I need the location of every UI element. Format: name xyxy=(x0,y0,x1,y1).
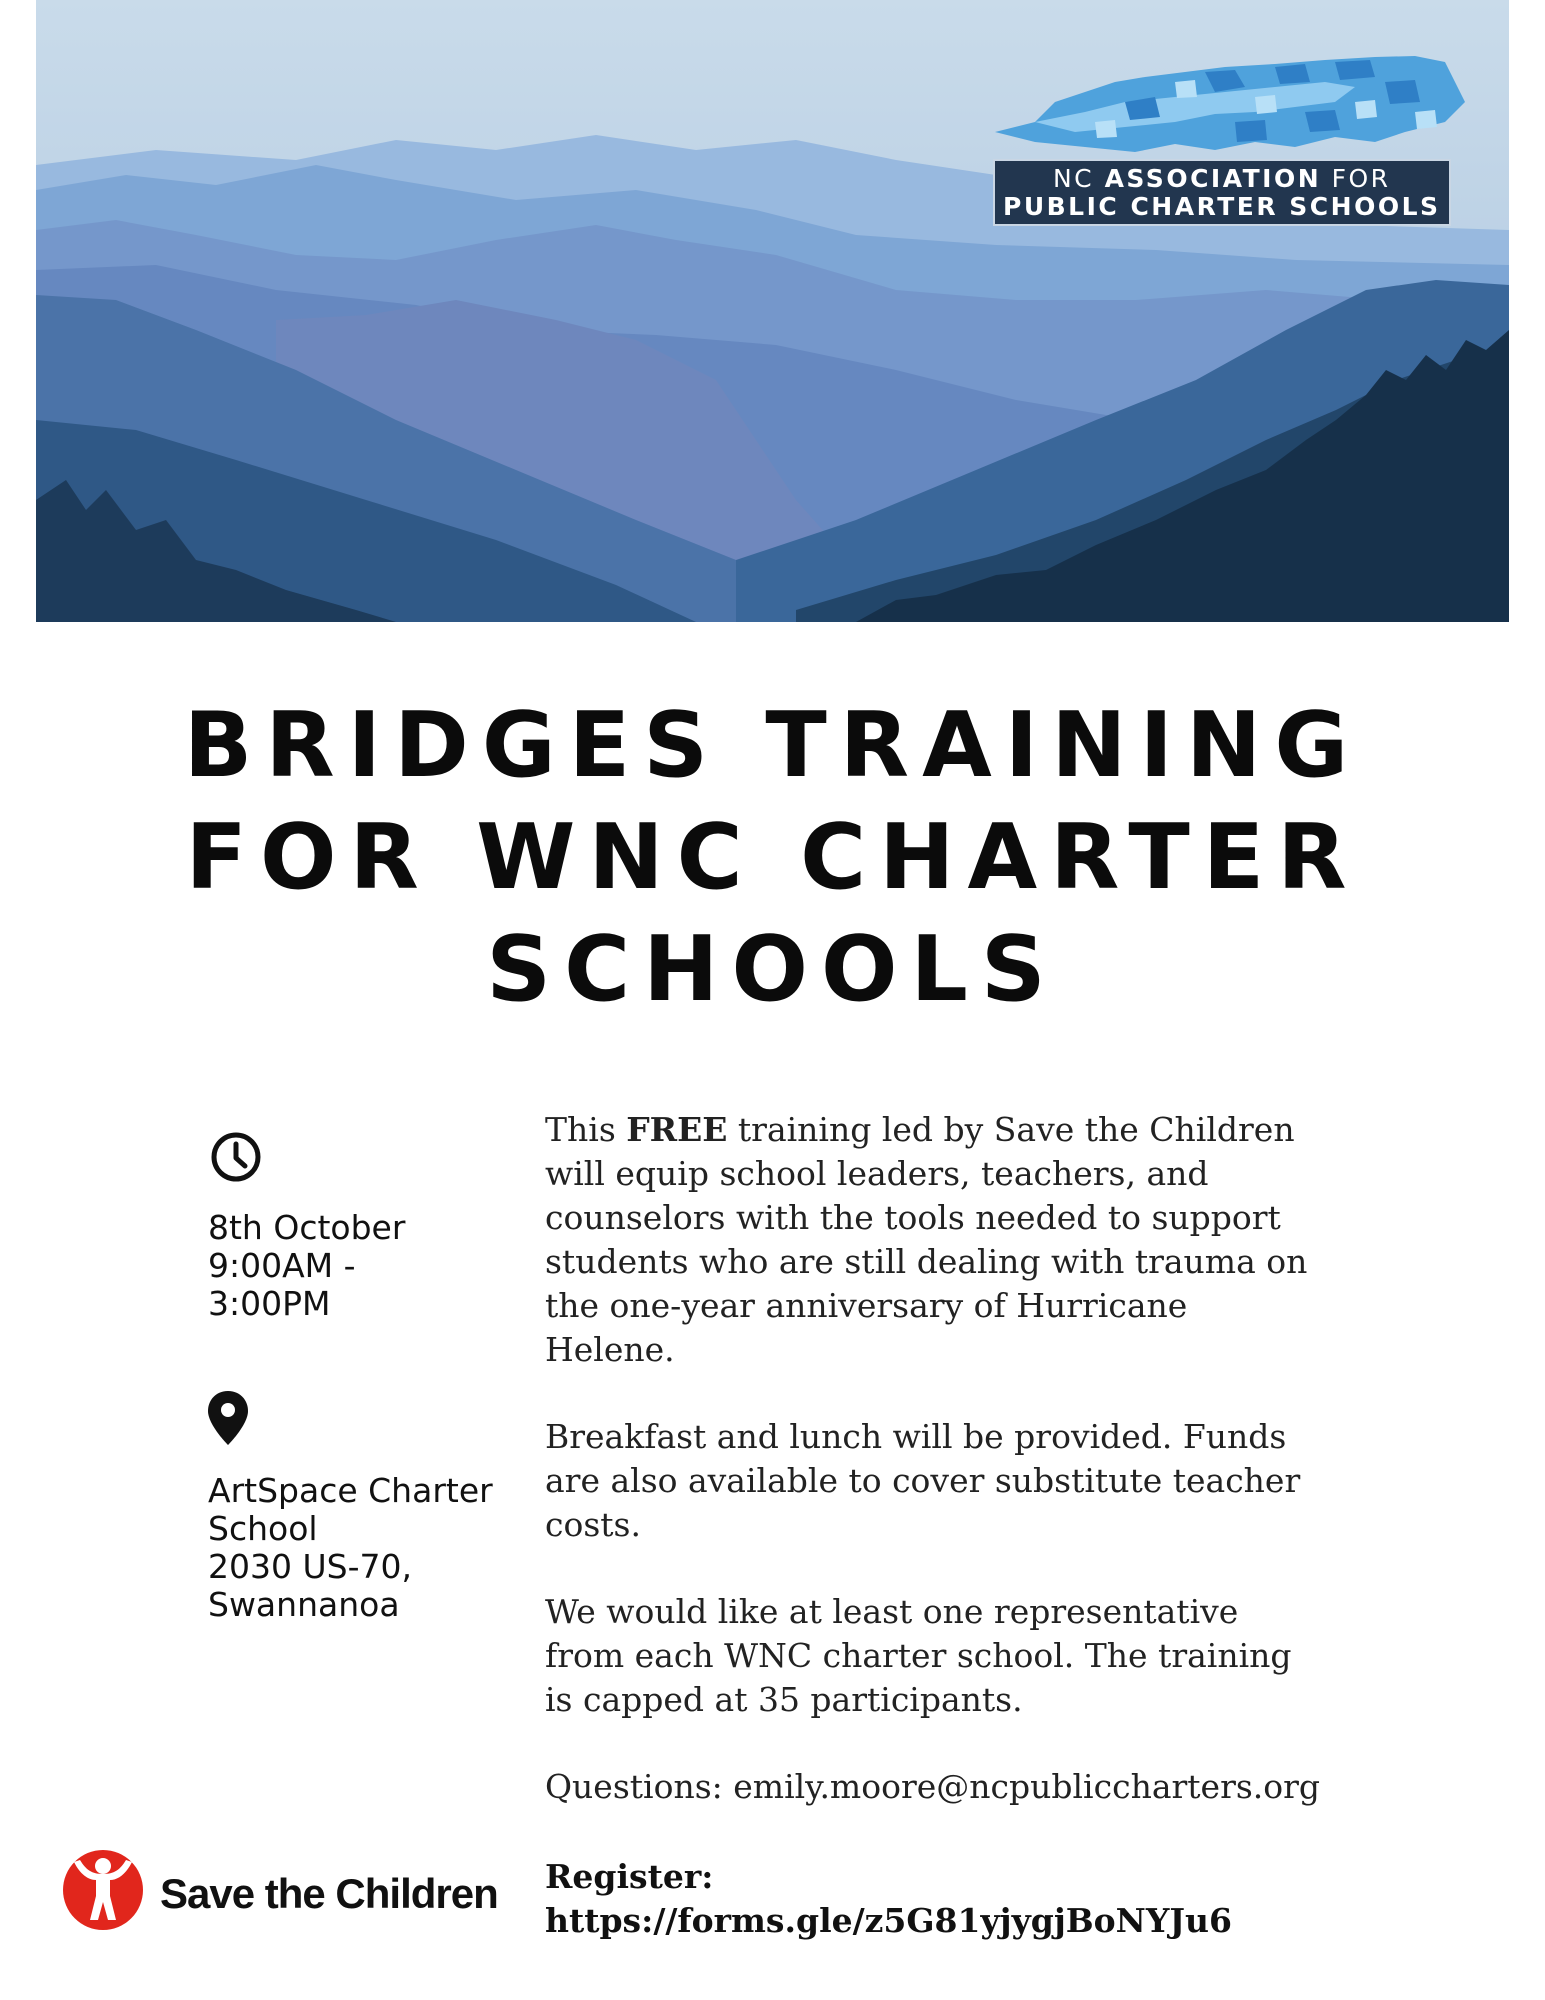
page-title xyxy=(0,690,1545,1026)
description-paragraph-1 xyxy=(545,1108,1325,1372)
logo-text-bold: ASSOCIATION xyxy=(1104,164,1322,193)
p1-text-b: training led by Save the Children will equip school leaders, teachers, and counselors with the tools needed to support students who are still dealing with trauma on the one-year anniversary of Hurricane Helene. xyxy=(545,1110,1308,1369)
save-the-children-wordmark: Save the Children xyxy=(160,1870,498,1917)
logo-text-line2: PUBLIC CHARTER SCHOOLS xyxy=(1003,192,1441,221)
title-line-2: FOR WNC CHARTER xyxy=(185,805,1360,910)
event-location xyxy=(208,1472,493,1624)
location-pin-icon xyxy=(206,1389,250,1451)
register-label: Register: xyxy=(545,1857,714,1896)
title-line-3: SCHOOLS xyxy=(486,917,1059,1022)
event-date: 8th October xyxy=(208,1208,406,1247)
logo-wordmark xyxy=(993,159,1451,226)
location-line-2: School xyxy=(208,1509,318,1548)
save-the-children-logo xyxy=(60,1840,510,1940)
register-block xyxy=(545,1855,1325,1943)
location-line-4: Swannanoa xyxy=(208,1585,400,1624)
clock-icon xyxy=(209,1130,263,1188)
questions-contact: Questions: emily.moore@ncpubliccharters.org xyxy=(545,1767,1321,1806)
p1-text-a: This xyxy=(545,1110,627,1149)
title-line-1: BRIDGES TRAINING xyxy=(183,693,1362,798)
location-line-1: ArtSpace Charter xyxy=(208,1471,493,1510)
free-emphasis: FREE xyxy=(626,1110,728,1149)
event-datetime xyxy=(208,1209,405,1323)
north-carolina-map-icon xyxy=(975,42,1480,162)
event-time-start: 9:00AM - xyxy=(208,1246,356,1285)
description xyxy=(545,1108,1325,1943)
logo-text-prefix: NC xyxy=(1052,164,1105,193)
description-paragraph-2: Breakfast and lunch will be provided. Funds are also available to cover substitute teacher costs. xyxy=(545,1417,1301,1544)
nc-association-logo xyxy=(975,42,1480,222)
save-the-children-emblem-icon xyxy=(60,1840,150,1936)
logo-text-suffix: FOR xyxy=(1321,164,1391,193)
event-time-end: 3:00PM xyxy=(208,1284,331,1323)
location-line-3: 2030 US-70, xyxy=(208,1547,412,1586)
description-paragraph-3: We would like at least one representative from each WNC charter school. The training is capped at 35 participants. xyxy=(545,1592,1292,1719)
register-link[interactable]: https://forms.gle/z5G81yjygjBoNYJu6 xyxy=(545,1901,1232,1940)
